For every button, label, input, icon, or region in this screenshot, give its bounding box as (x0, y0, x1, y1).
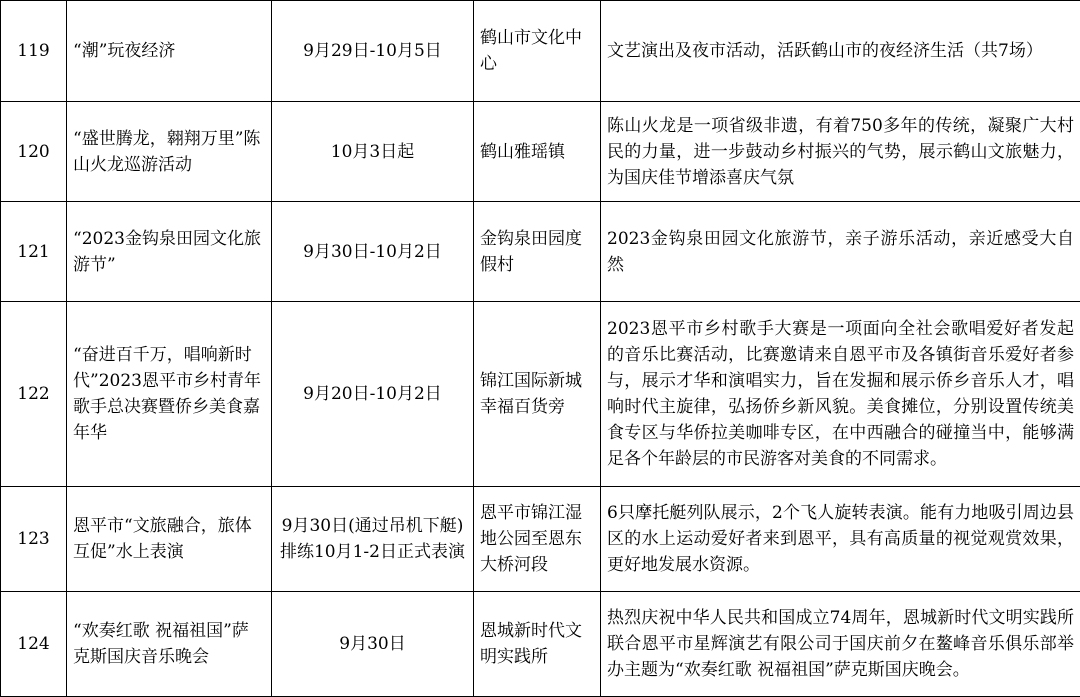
activity-description: 陈山火龙是一项省级非遗，有着750多年的传统，凝聚广大村民的力量，进一步鼓动乡村振兴的气势，展示鹤山文旅魅力，为国庆佳节增添喜庆气氛 (601, 102, 1080, 202)
activity-name: “盛世腾龙，翱翔万里”陈山火龙巡游活动 (67, 102, 272, 202)
activity-description: 2023恩平市乡村歌手大赛是一项面向全社会歌唱爱好者发起的音乐比赛活动，比赛邀请来自恩平市及各镇街音乐爱好者参与，展示才华和演唱实力，旨在发掘和展示侨乡音乐人才，唱响时代主旋律，弘扬侨乡新风貌。美食摊位，分别设置传统美食专区与华侨拉美咖啡专区，在中西融合的碰撞当中，能够满足各个年龄层的市民游客对美食的不同需求。 (601, 302, 1080, 487)
activity-name: 恩平市“文旅融合，旅体互促”水上表演 (67, 487, 272, 592)
row-number: 119 (1, 1, 67, 102)
activity-place: 恩城新时代文明实践所 (474, 592, 601, 697)
table-row (1, 102, 1080, 202)
table-row (1, 302, 1080, 487)
activity-name: “潮”玩夜经济 (67, 1, 272, 102)
row-number: 120 (1, 102, 67, 202)
activity-place: 锦江国际新城幸福百货旁 (474, 302, 601, 487)
activity-date: 9月20日-10月2日 (272, 302, 474, 487)
activity-place: 恩平市锦江湿地公园至恩东大桥河段 (474, 487, 601, 592)
activity-description: 热烈庆祝中华人民共和国成立74周年，恩城新时代文明实践所联合恩平市星辉演艺有限公司于国庆前夕在鳌峰音乐俱乐部举办主题为“欢奏红歌 祝福祖国”萨克斯国庆晚会。 (601, 592, 1080, 697)
activity-place: 鹤山雅瑶镇 (474, 102, 601, 202)
table-row (1, 1, 1080, 102)
table-row (1, 202, 1080, 302)
activity-place: 鹤山市文化中心 (474, 1, 601, 102)
activity-name: “奋进百千万，唱响新时代”2023恩平市乡村青年歌手总决赛暨侨乡美食嘉年华 (67, 302, 272, 487)
row-number: 121 (1, 202, 67, 302)
activity-description: 6只摩托艇列队展示，2个飞人旋转表演。能有力地吸引周边县区的水上运动爱好者来到恩平，具有高质量的视觉观赏效果，更好地发展水资源。 (601, 487, 1080, 592)
activity-description: 2023金钩泉田园文化旅游节，亲子游乐活动，亲近感受大自然 (601, 202, 1080, 302)
activity-date: 9月30日-10月2日 (272, 202, 474, 302)
row-number: 124 (1, 592, 67, 697)
activity-name: “欢奏红歌 祝福祖国”萨克斯国庆音乐晚会 (67, 592, 272, 697)
table-row (1, 487, 1080, 592)
row-number: 122 (1, 302, 67, 487)
activity-date: 9月30日 (272, 592, 474, 697)
activity-name: “2023金钩泉田园文化旅游节” (67, 202, 272, 302)
activity-description: 文艺演出及夜市活动，活跃鹤山市的夜经济生活（共7场） (601, 1, 1080, 102)
table-row (1, 592, 1080, 697)
row-number: 123 (1, 487, 67, 592)
activity-date: 9月29日-10月5日 (272, 1, 474, 102)
activity-date: 9月30日(通过吊机下艇)排练10月1-2日正式表演 (272, 487, 474, 592)
activity-place: 金钩泉田园度假村 (474, 202, 601, 302)
activity-date: 10月3日起 (272, 102, 474, 202)
